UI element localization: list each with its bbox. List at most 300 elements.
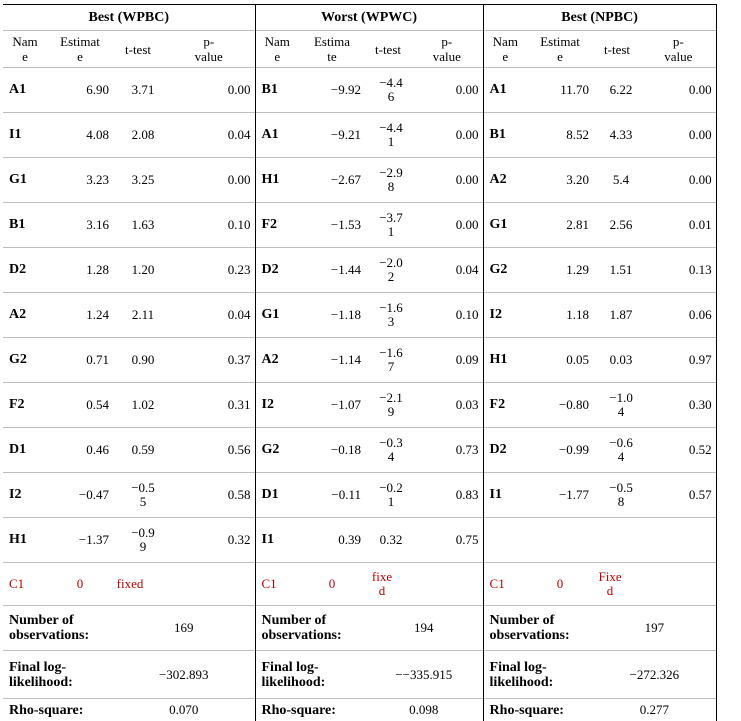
ttest-value-text: 5.4: [605, 173, 637, 187]
pvalue-value-text: 0.04: [228, 307, 251, 322]
rho-square-row: [3, 699, 716, 721]
pvalue-value: [163, 158, 255, 203]
fixed-label-text: fixed: [113, 577, 147, 591]
stat-label: [3, 699, 113, 721]
fixed-label: [593, 563, 641, 606]
stat-value-text: 197: [645, 620, 665, 635]
ttest-value-text: 6.22: [605, 83, 637, 97]
estimate-value-text: −1.07: [331, 397, 361, 412]
table-row: [3, 338, 716, 383]
header-name: [483, 31, 527, 68]
pvalue-value-text: 0.73: [456, 442, 479, 457]
param-name-text: D1: [262, 487, 279, 502]
ttest-value-text: −4.4 1: [375, 121, 407, 149]
stat-label: [255, 699, 365, 721]
pvalue-value: [411, 203, 483, 248]
estimate-value-text: −0.99: [559, 442, 589, 457]
table-row: [3, 518, 716, 563]
param-name: [255, 338, 299, 383]
estimate-value: [47, 203, 113, 248]
estimate-value-text: 0.39: [338, 532, 361, 547]
fixed-label-text: fixe d: [365, 570, 399, 598]
fixed-parameter-row: [3, 563, 716, 606]
ttest-value: [113, 293, 163, 338]
param-name: [255, 68, 299, 113]
param-name: [255, 248, 299, 293]
stat-value-text: −272.326: [630, 667, 680, 682]
pvalue-value: [411, 293, 483, 338]
stat-value: [113, 651, 255, 699]
ttest-value: [365, 203, 411, 248]
pvalue-value: [641, 248, 716, 293]
param-name: [483, 68, 527, 113]
estimate-value: [527, 518, 593, 563]
param-name: [3, 113, 47, 158]
estimate-value-text: 1.29: [566, 262, 589, 277]
log-likelihood-row: [3, 651, 716, 699]
param-name: [483, 473, 527, 518]
param-name-text: I2: [262, 397, 274, 412]
estimate-value-text: −0.47: [79, 487, 109, 502]
pvalue-value-text: 0.04: [456, 262, 479, 277]
pvalue-value: [163, 248, 255, 293]
estimate-value: [527, 203, 593, 248]
table-row: [3, 113, 716, 158]
estimate-value: [47, 473, 113, 518]
param-name-text: I1: [9, 127, 21, 142]
ttest-value-text: 1.63: [127, 218, 159, 232]
ttest-value: [113, 428, 163, 473]
ttest-value: [113, 203, 163, 248]
stat-label-text: Rho-square:: [9, 703, 83, 718]
param-name: [483, 158, 527, 203]
ttest-value-text: −4.4 6: [375, 76, 407, 104]
estimate-value-text: 8.52: [566, 127, 589, 142]
param-name: [255, 428, 299, 473]
ttest-value-text: −0.5 5: [127, 481, 159, 509]
fixed-name: [483, 563, 527, 606]
ttest-value: [365, 158, 411, 203]
param-name: [3, 293, 47, 338]
estimate-value-text: −9.21: [331, 127, 361, 142]
pvalue-value-text: 0.58: [228, 487, 251, 502]
estimate-value: [527, 428, 593, 473]
ttest-value: [365, 68, 411, 113]
param-name: [3, 203, 47, 248]
stat-value: [365, 651, 483, 699]
header-estimate: [299, 31, 365, 68]
estimate-value: [47, 338, 113, 383]
fixed-empty: [641, 563, 716, 606]
param-name-text: A2: [490, 172, 507, 187]
ttest-value-text: −3.7 1: [375, 211, 407, 239]
ttest-value: [365, 248, 411, 293]
stat-label-text: Final log- likelihood:: [9, 660, 73, 690]
header-ttest: [593, 31, 641, 68]
stat-value: [593, 699, 716, 721]
param-name-text: G2: [490, 262, 508, 277]
estimate-value: [47, 293, 113, 338]
stat-label-text: Number of observations:: [9, 613, 89, 643]
estimate-value: [527, 68, 593, 113]
param-name: [483, 203, 527, 248]
stat-label-text: Rho-square:: [262, 703, 336, 718]
pvalue-value-text: 0.04: [228, 127, 251, 142]
header-ttest: [365, 31, 411, 68]
fixed-empty: [411, 563, 483, 606]
stat-value: [365, 606, 483, 651]
ttest-value-text: −2.9 8: [375, 166, 407, 194]
ttest-value-text: −0.6 4: [605, 436, 637, 464]
ttest-value-text: 1.20: [127, 263, 159, 277]
param-name-text: A1: [9, 82, 26, 97]
stat-value: [113, 699, 255, 721]
ttest-value: [113, 518, 163, 563]
estimate-value-text: −1.44: [331, 262, 361, 277]
fixed-name-text: C1: [490, 576, 505, 591]
estimate-value-text: 0.05: [566, 352, 589, 367]
pvalue-value-text: 0.31: [228, 397, 251, 412]
pvalue-value-text: 0.10: [456, 307, 479, 322]
estimate-value-text: −2.67: [331, 172, 361, 187]
estimate-value-text: −1.14: [331, 352, 361, 367]
estimate-value: [527, 158, 593, 203]
ttest-value: [365, 473, 411, 518]
estimate-value: [299, 473, 365, 518]
pvalue-value: [163, 338, 255, 383]
stat-label: [3, 651, 113, 699]
pvalue-value: [411, 113, 483, 158]
pvalue-value: [411, 428, 483, 473]
table-row: [3, 428, 716, 473]
header-estimate: [527, 31, 593, 68]
ttest-value: [113, 248, 163, 293]
table-row: [3, 473, 716, 518]
estimate-value-text: 0.54: [86, 397, 109, 412]
stat-label-text: Final log- likelihood:: [490, 660, 554, 690]
estimate-value-text: 0.46: [86, 442, 109, 457]
pvalue-value-text: 0.00: [689, 172, 712, 187]
param-name-text: G1: [262, 307, 280, 322]
header-name-text: Nam e: [265, 34, 290, 64]
header-pvalue-text: p- value: [433, 34, 461, 64]
ttest-value: [593, 518, 641, 563]
param-name-text: H1: [262, 172, 280, 187]
pvalue-value: [641, 113, 716, 158]
param-name-text: G1: [9, 172, 27, 187]
ttest-value: [113, 113, 163, 158]
param-name: [483, 338, 527, 383]
ttest-value-text: −0.5 8: [605, 481, 637, 509]
param-name-text: D2: [9, 262, 26, 277]
ttest-value: [593, 293, 641, 338]
ttest-value: [113, 473, 163, 518]
estimate-value-text: 4.08: [86, 127, 109, 142]
pvalue-value: [641, 203, 716, 248]
fixed-estimate: [299, 563, 365, 606]
estimate-value: [299, 158, 365, 203]
pvalue-value: [641, 338, 716, 383]
fixed-name: [3, 563, 47, 606]
ttest-value-text: −0.9 9: [127, 526, 159, 554]
ttest-value: [593, 203, 641, 248]
pvalue-value: [163, 428, 255, 473]
param-name-text: F2: [9, 397, 25, 412]
estimate-value-text: −0.11: [331, 487, 361, 502]
param-name-text: G2: [9, 352, 27, 367]
ttest-value-text: 2.56: [605, 218, 637, 232]
pvalue-value-text: 0.13: [689, 262, 712, 277]
header-estimate-text: Estima te: [314, 34, 350, 64]
param-name-text: D1: [9, 442, 26, 457]
ttest-value: [365, 338, 411, 383]
param-name: [483, 428, 527, 473]
header-name: [3, 31, 47, 68]
ttest-value-text: 3.25: [127, 173, 159, 187]
stat-label: [3, 606, 113, 651]
param-name-text: I1: [262, 532, 274, 547]
pvalue-value-text: 0.06: [689, 307, 712, 322]
ttest-value-text: −1.0 4: [605, 391, 637, 419]
pvalue-value: [163, 293, 255, 338]
pvalue-value-text: 0.00: [689, 127, 712, 142]
group-title: Worst (WPWC): [255, 5, 483, 31]
estimate-value-text: 1.24: [86, 307, 109, 322]
param-name: [255, 113, 299, 158]
header-pvalue: [411, 31, 483, 68]
fixed-estimate-text: 0: [77, 576, 84, 591]
pvalue-value: [411, 158, 483, 203]
estimate-value: [299, 383, 365, 428]
header-name: [255, 31, 299, 68]
param-name-text: B1: [262, 82, 278, 97]
ttest-value-text: 1.02: [127, 398, 159, 412]
stat-label: [255, 606, 365, 651]
header-pvalue: [163, 31, 255, 68]
pvalue-value-text: 0.00: [456, 172, 479, 187]
ttest-value: [365, 293, 411, 338]
pvalue-value-text: 0.52: [689, 442, 712, 457]
estimate-value-text: −1.37: [79, 532, 109, 547]
header-name-text: Nam e: [493, 34, 518, 64]
param-name: [255, 158, 299, 203]
column-header-row: [3, 31, 716, 68]
param-name: [3, 68, 47, 113]
estimate-value: [527, 248, 593, 293]
pvalue-value-text: 0.30: [689, 397, 712, 412]
fixed-label-text: Fixe d: [593, 570, 627, 598]
observations-row: [3, 606, 716, 651]
pvalue-value: [411, 518, 483, 563]
param-name: [255, 293, 299, 338]
header-estimate: [47, 31, 113, 68]
fixed-name-text: C1: [262, 576, 277, 591]
estimate-value-text: 11.70: [560, 82, 589, 97]
ttest-value-text: −0.3 4: [375, 436, 407, 464]
pvalue-value-text: 0.75: [456, 532, 479, 547]
pvalue-value-text: 0.32: [228, 532, 251, 547]
stat-value: [593, 651, 716, 699]
estimate-value: [299, 203, 365, 248]
param-name-text: G2: [262, 442, 280, 457]
fixed-label: [365, 563, 411, 606]
stat-label: [483, 651, 593, 699]
param-name-text: D2: [490, 442, 507, 457]
pvalue-value: [641, 428, 716, 473]
estimate-value: [299, 248, 365, 293]
pvalue-value: [163, 383, 255, 428]
estimate-value: [527, 113, 593, 158]
estimate-value-text: 6.90: [86, 82, 109, 97]
stat-label-text: Rho-square:: [490, 703, 564, 718]
pvalue-value-text: 0.37: [228, 352, 251, 367]
header-ttest-text: t-test: [604, 42, 630, 57]
pvalue-value: [163, 473, 255, 518]
fixed-estimate: [527, 563, 593, 606]
param-name-text: H1: [490, 352, 508, 367]
stat-label: [483, 606, 593, 651]
stat-value-text: −−335.915: [395, 667, 452, 682]
pvalue-value-text: 0.10: [228, 217, 251, 232]
ttest-value: [593, 68, 641, 113]
ttest-value-text: 0.59: [127, 443, 159, 457]
header-estimate-text: Estimat e: [60, 34, 100, 64]
param-name: [483, 518, 527, 563]
pvalue-value-text: 0.00: [456, 127, 479, 142]
ttest-value: [365, 518, 411, 563]
ttest-value: [365, 113, 411, 158]
fixed-label: [113, 563, 163, 606]
estimate-value-text: −1.18: [331, 307, 361, 322]
pvalue-value-text: 0.03: [456, 397, 479, 412]
stat-label-text: Number of observations:: [490, 613, 570, 643]
pvalue-value: [641, 473, 716, 518]
pvalue-value-text: 0.56: [228, 442, 251, 457]
fixed-estimate: [47, 563, 113, 606]
header-pvalue-text: p- value: [664, 34, 692, 64]
table-row: [3, 293, 716, 338]
pvalue-value-text: 0.97: [689, 352, 712, 367]
estimate-value: [299, 113, 365, 158]
estimate-value-text: 3.16: [86, 217, 109, 232]
ttest-value-text: 0.03: [605, 353, 637, 367]
pvalue-value-text: 0.00: [456, 82, 479, 97]
estimate-value: [47, 158, 113, 203]
ttest-value-text: 0.90: [127, 353, 159, 367]
param-name-text: A1: [262, 127, 279, 142]
estimate-value: [527, 338, 593, 383]
estimate-value: [47, 113, 113, 158]
estimate-value: [299, 518, 365, 563]
table-row: [3, 248, 716, 293]
pvalue-value-text: 0.01: [689, 217, 712, 232]
estimate-value-text: 2.81: [566, 217, 589, 232]
stat-value-text: 0.098: [409, 702, 438, 717]
ttest-value: [593, 113, 641, 158]
pvalue-value: [641, 68, 716, 113]
ttest-value: [593, 428, 641, 473]
group-title: Best (NPBC): [483, 5, 716, 31]
pvalue-value-text: 0.09: [456, 352, 479, 367]
estimate-value: [47, 68, 113, 113]
param-name-text: F2: [262, 217, 278, 232]
param-name-text: B1: [490, 127, 506, 142]
ttest-value: [593, 338, 641, 383]
pvalue-value-text: 0.23: [228, 262, 251, 277]
header-estimate-text: Estimat e: [540, 34, 580, 64]
stat-label: [483, 699, 593, 721]
param-name: [255, 203, 299, 248]
table-row: [3, 68, 716, 113]
estimate-value: [299, 68, 365, 113]
estimate-value-text: 1.28: [86, 262, 109, 277]
param-name-text: H1: [9, 532, 27, 547]
results-table: [3, 4, 717, 721]
estimate-value-text: −0.18: [331, 442, 361, 457]
ttest-value-text: 2.11: [127, 308, 159, 322]
stat-label: [255, 651, 365, 699]
param-name: [3, 518, 47, 563]
fixed-name: [255, 563, 299, 606]
pvalue-value-text: 0.57: [689, 487, 712, 502]
estimate-value-text: −9.92: [331, 82, 361, 97]
fixed-name-text: C1: [9, 576, 24, 591]
param-name: [255, 518, 299, 563]
ttest-value-text: 1.51: [605, 263, 637, 277]
estimate-value: [47, 428, 113, 473]
estimate-value-text: −1.77: [559, 487, 589, 502]
ttest-value-text: 2.08: [127, 128, 159, 142]
pvalue-value: [163, 113, 255, 158]
param-name: [483, 248, 527, 293]
param-name: [3, 473, 47, 518]
param-name: [483, 113, 527, 158]
stat-value: [365, 699, 483, 721]
ttest-value: [365, 383, 411, 428]
estimate-value-text: 3.23: [86, 172, 109, 187]
estimate-value-text: 0.71: [86, 352, 109, 367]
stat-value-text: 194: [414, 620, 434, 635]
estimate-value: [527, 293, 593, 338]
ttest-value: [593, 158, 641, 203]
ttest-value-text: −0.2 1: [375, 481, 407, 509]
ttest-value-text: −1.6 3: [375, 301, 407, 329]
stat-value-text: −302.893: [159, 667, 209, 682]
ttest-value: [365, 428, 411, 473]
pvalue-value-text: 0.00: [689, 82, 712, 97]
param-name-text: I2: [490, 307, 502, 322]
estimate-value: [299, 338, 365, 383]
param-name-text: F2: [490, 397, 506, 412]
fixed-estimate-text: 0: [329, 576, 336, 591]
param-name-text: I2: [9, 487, 21, 502]
param-name: [3, 158, 47, 203]
stat-label-text: Final log- likelihood:: [262, 660, 326, 690]
ttest-value-text: 3.71: [127, 83, 159, 97]
estimate-value-text: 1.18: [566, 307, 589, 322]
stat-value: [593, 606, 716, 651]
ttest-value: [113, 158, 163, 203]
ttest-value-text: −1.6 7: [375, 346, 407, 374]
ttest-value-text: −2.0 2: [375, 256, 407, 284]
param-name-text: I1: [490, 487, 502, 502]
pvalue-value-text: 0.00: [456, 217, 479, 232]
param-name-text: A1: [490, 82, 507, 97]
ttest-value: [113, 68, 163, 113]
table-row: [3, 158, 716, 203]
param-name: [3, 428, 47, 473]
pvalue-value: [641, 158, 716, 203]
